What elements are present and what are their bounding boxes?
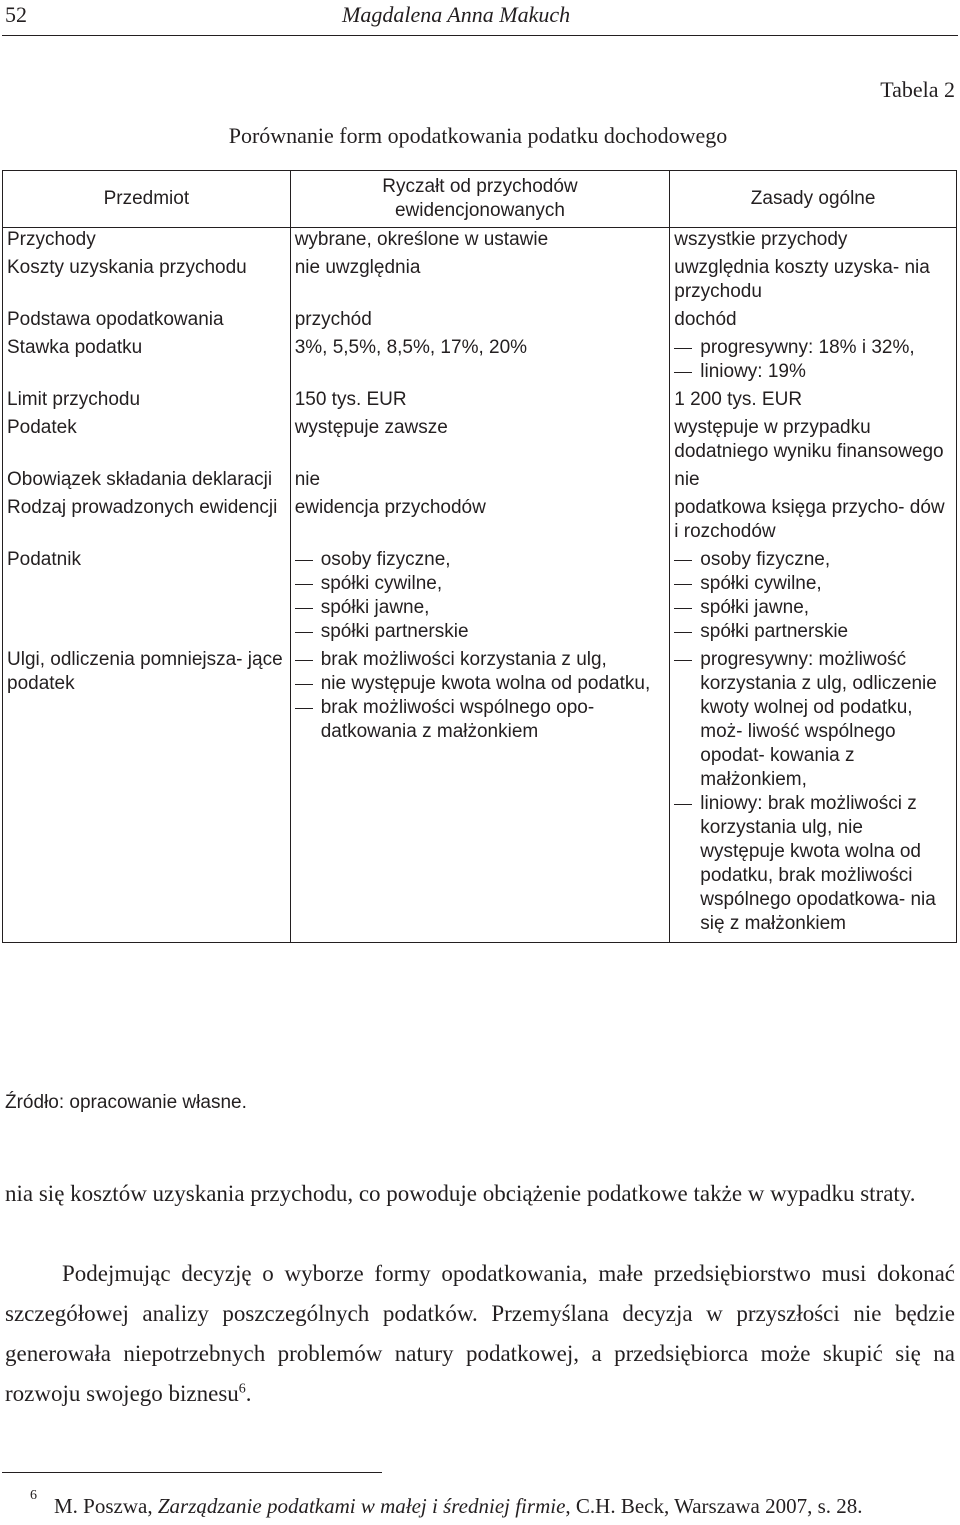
list-item: spółki jawne,: [295, 596, 666, 620]
footnote-reference: 6: [238, 1381, 246, 1397]
table-title: [0, 123, 960, 149]
table-row: [3, 492, 957, 544]
cell-ryczalt: ewidencja przychodów: [290, 492, 670, 544]
cell-ogolne: podatkowa księga przycho- dów i rozchodów: [670, 492, 957, 544]
cell-subject: Podatek: [3, 412, 291, 464]
footnote: [30, 1488, 863, 1519]
list-item: spółki cywilne,: [295, 572, 666, 596]
list-item: spółki cywilne,: [674, 572, 952, 596]
cell-ogolne: 1 200 tys. EUR: [670, 384, 957, 412]
list-item: liniowy: 19%: [674, 360, 952, 384]
table-row: [3, 252, 957, 304]
table-header-row: [3, 171, 957, 228]
list-item: nie występuje kwota wolna od podatku,: [295, 672, 666, 696]
footnote-rule: [2, 1472, 382, 1473]
cell-subject: Podstawa opodatkowania: [3, 304, 291, 332]
cell-subject: Ulgi, odliczenia pomniejsza- jące podatek: [3, 644, 291, 943]
cell-subject: Przychody: [3, 228, 291, 253]
list-item: spółki partnerskie: [295, 620, 666, 644]
cell-subject: Stawka podatku: [3, 332, 291, 384]
table-row: [3, 228, 957, 253]
table-title-text: Porównanie form opodatkowania podatku dochodowego: [228, 123, 728, 148]
cell-subject: Obowiązek składania deklaracji: [3, 464, 291, 492]
cell-subject: Rodzaj prowadzonych ewidencji: [3, 492, 291, 544]
cell-subject: Podatnik: [3, 544, 291, 644]
cell-ogolne: wszystkie przychody: [670, 228, 957, 253]
cell-ogolne: [670, 544, 957, 644]
list-item: brak możliwości korzystania z ulg,: [295, 648, 666, 672]
column-header-ryczalt-line1: Ryczałt od przychodów: [382, 176, 578, 197]
comparison-table-wrap: [2, 170, 957, 943]
column-header-ogolne: Zasady ogólne: [670, 171, 957, 228]
taxpayer-list-ogolne: [674, 548, 952, 644]
table-row: [3, 544, 957, 644]
cell-ryczalt: [290, 644, 670, 943]
list-item: liniowy: brak możliwości z korzystania ulg, nie występuje kwota wolna od podatku, brak możliwości wspólnego opodatkowa- nia się z małżonkiem: [674, 792, 952, 936]
table-row: [3, 644, 957, 943]
cell-ryczalt: wybrane, określone w ustawie: [290, 228, 670, 253]
list-item: spółki partnerskie: [674, 620, 952, 644]
footnote-rest: , C.H. Beck, Warszawa 2007, s. 28.: [565, 1494, 863, 1518]
cell-ryczalt: 3%, 5,5%, 8,5%, 17%, 20%: [290, 332, 670, 384]
cell-ryczalt: występuje zawsze: [290, 412, 670, 464]
running-head: Magdalena Anna Makuch: [342, 2, 571, 27]
column-header-ryczalt-line2: ewidencjonowanych: [394, 200, 565, 221]
cell-ogolne: [670, 332, 957, 384]
cell-ryczalt: nie uwzględnia: [290, 252, 670, 304]
cell-subject: Koszty uzyskania przychodu: [3, 252, 291, 304]
header-rule: [2, 35, 958, 36]
column-header-subject: Przedmiot: [3, 171, 291, 228]
cell-ogolne: występuje w przypadku dodatniego wyniku finansowego: [670, 412, 957, 464]
comparison-table: [2, 170, 957, 943]
footnote-mark: 6: [30, 1488, 37, 1503]
table-source: Źródło: opracowanie własne.: [5, 1092, 247, 1113]
table-row: [3, 464, 957, 492]
list-item: spółki jawne,: [674, 596, 952, 620]
cell-ryczalt: [290, 544, 670, 644]
taxpayer-list-ryczalt: [295, 548, 666, 644]
body-paragraph-2-text: Podejmując decyzję o wyborze formy opodatkowania, małe przedsiębiorstwo musi dokonać szczegółowej analizy poszczególnych podatków. Przemyślana decyzja w przyszłości nie będzie generowała niepotrzebnych problemów natury podatkowej, a przedsiębiorca może skupić się na rozwoju swojego biznesu: [5, 1261, 955, 1406]
footnote-author: M. Poszwa,: [54, 1494, 158, 1518]
list-item: osoby fizyczne,: [674, 548, 952, 572]
body-paragraph-2: [5, 1254, 955, 1414]
table-row: [3, 384, 957, 412]
cell-ryczalt: przychód: [290, 304, 670, 332]
page-number: 52: [5, 2, 27, 27]
list-item: osoby fizyczne,: [295, 548, 666, 572]
relief-list-ryczalt: [295, 648, 666, 744]
cell-subject: Limit przychodu: [3, 384, 291, 412]
footnote-text: [30, 1494, 863, 1518]
cell-ogolne: dochód: [670, 304, 957, 332]
column-header-ryczalt: [290, 171, 670, 228]
footnote-title: Zarządzanie podatkami w małej i średniej firmie: [157, 1494, 566, 1518]
cell-ryczalt: 150 tys. EUR: [290, 384, 670, 412]
body-paragraph-1: nia się kosztów uzyskania przychodu, co powoduje obciążenie podatkowe także w wypadku straty.: [5, 1181, 916, 1206]
list-item: progresywny: możliwość korzystania z ulg, odliczenie kwoty wolnej od podatku, moż- liwość wspólnego opodat- kowania z małżonkiem,: [674, 648, 952, 792]
list-item: brak możliwości wspólnego opo- datkowania z małżonkiem: [295, 696, 666, 744]
table-row: [3, 332, 957, 384]
table-number: Tabela 2: [880, 77, 955, 102]
relief-list-ogolne: [674, 648, 952, 936]
cell-ryczalt: nie: [290, 464, 670, 492]
table-row: [3, 304, 957, 332]
list-item: progresywny: 18% i 32%,: [674, 336, 952, 360]
rate-list: [674, 336, 952, 384]
table-row: [3, 412, 957, 464]
cell-ogolne: [670, 644, 957, 943]
cell-ogolne: nie: [670, 464, 957, 492]
cell-ogolne: uwzględnia koszty uzyska- nia przychodu: [670, 252, 957, 304]
body-paragraph-2-end: .: [245, 1381, 252, 1406]
